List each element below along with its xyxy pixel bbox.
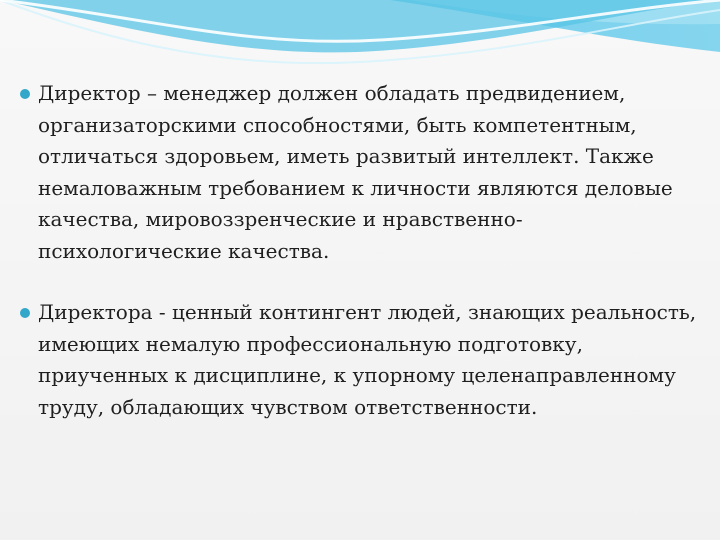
bullet-item xyxy=(20,78,700,267)
bullet-text: Директор – менеджер должен обладать предвидением, организаторскими способностями, быть компетентным, отличаться здоровьем, иметь развитый интеллект. Также немаловажным требованием к личности являются деловые качества, мировоззренческие и нравственно-психологические качества. xyxy=(38,81,673,263)
header-wave-decoration xyxy=(0,0,720,80)
bullet-dot-icon xyxy=(20,89,30,99)
bullet-dot-icon xyxy=(20,308,30,318)
bullet-text: Директора - ценный контингент людей, знающих реальность, имеющих немалую профессиональную подготовку, приученных к дисциплине, к упорному целенаправленному труду, обладающих чувством ответственности. xyxy=(38,300,697,419)
bullet-item xyxy=(20,297,700,423)
slide-content xyxy=(20,78,700,453)
